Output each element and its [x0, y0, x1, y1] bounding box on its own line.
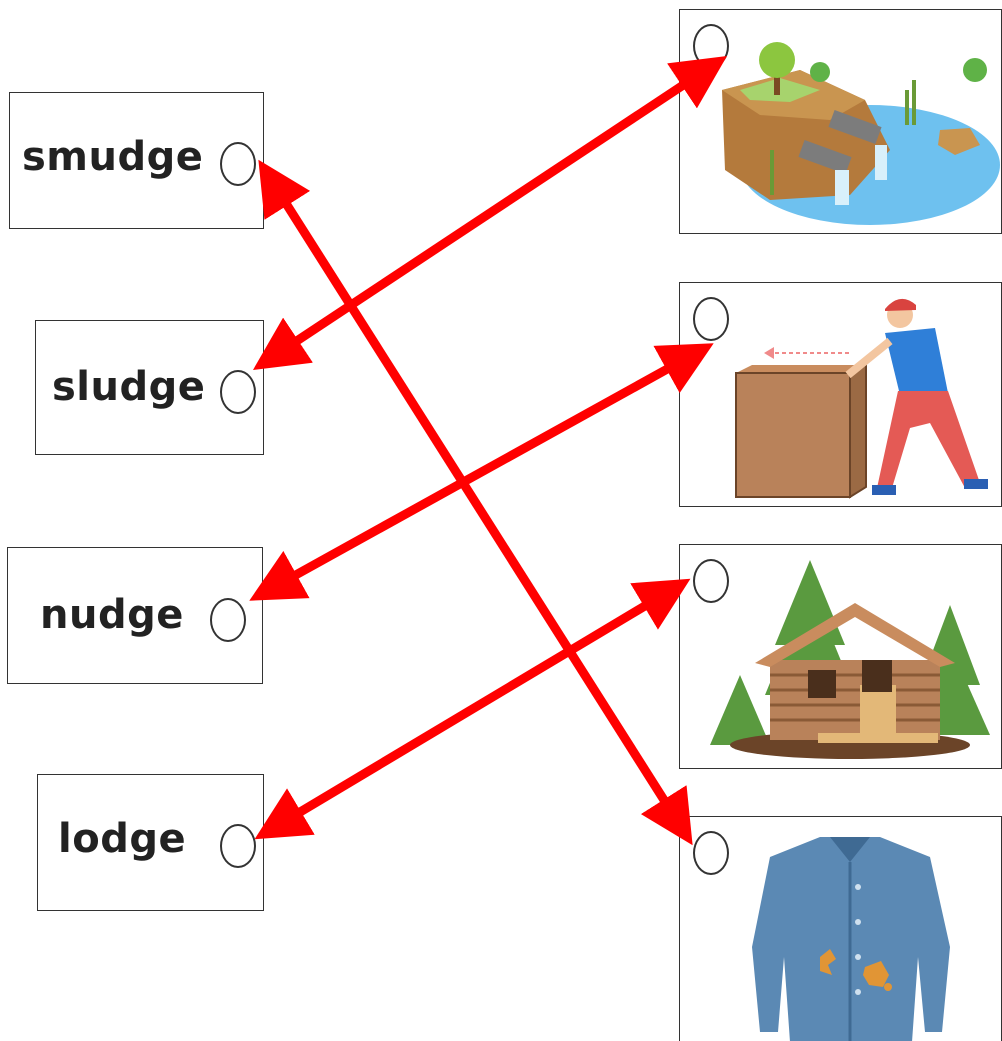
answer-circle-push-box[interactable]	[693, 297, 729, 341]
arrow-nudge-to-push-box	[265, 352, 698, 592]
answer-circle-lodge[interactable]	[220, 824, 256, 868]
arrow-lodge-to-log-cabin	[270, 588, 675, 830]
answer-circle-log-cabin[interactable]	[693, 559, 729, 603]
word-nudge: nudge	[40, 592, 184, 638]
answer-circle-sludge[interactable]	[220, 370, 256, 414]
word-sludge: sludge	[52, 364, 206, 410]
picture-box-log-cabin	[679, 544, 1002, 769]
picture-box-dirty-shirt	[679, 816, 1002, 1041]
word-smudge: smudge	[22, 134, 204, 180]
answer-circle-smudge[interactable]	[220, 142, 256, 186]
arrow-smudge-to-dirty-shirt	[268, 175, 683, 830]
word-lodge: lodge	[58, 816, 187, 862]
picture-box-push-box	[679, 282, 1002, 507]
answer-circle-sludge-pond[interactable]	[693, 24, 729, 68]
answer-circle-dirty-shirt[interactable]	[693, 831, 729, 875]
arrow-sludge-to-sludge-pond	[268, 66, 712, 360]
picture-box-sludge-pond	[679, 9, 1002, 234]
answer-circle-nudge[interactable]	[210, 598, 246, 642]
